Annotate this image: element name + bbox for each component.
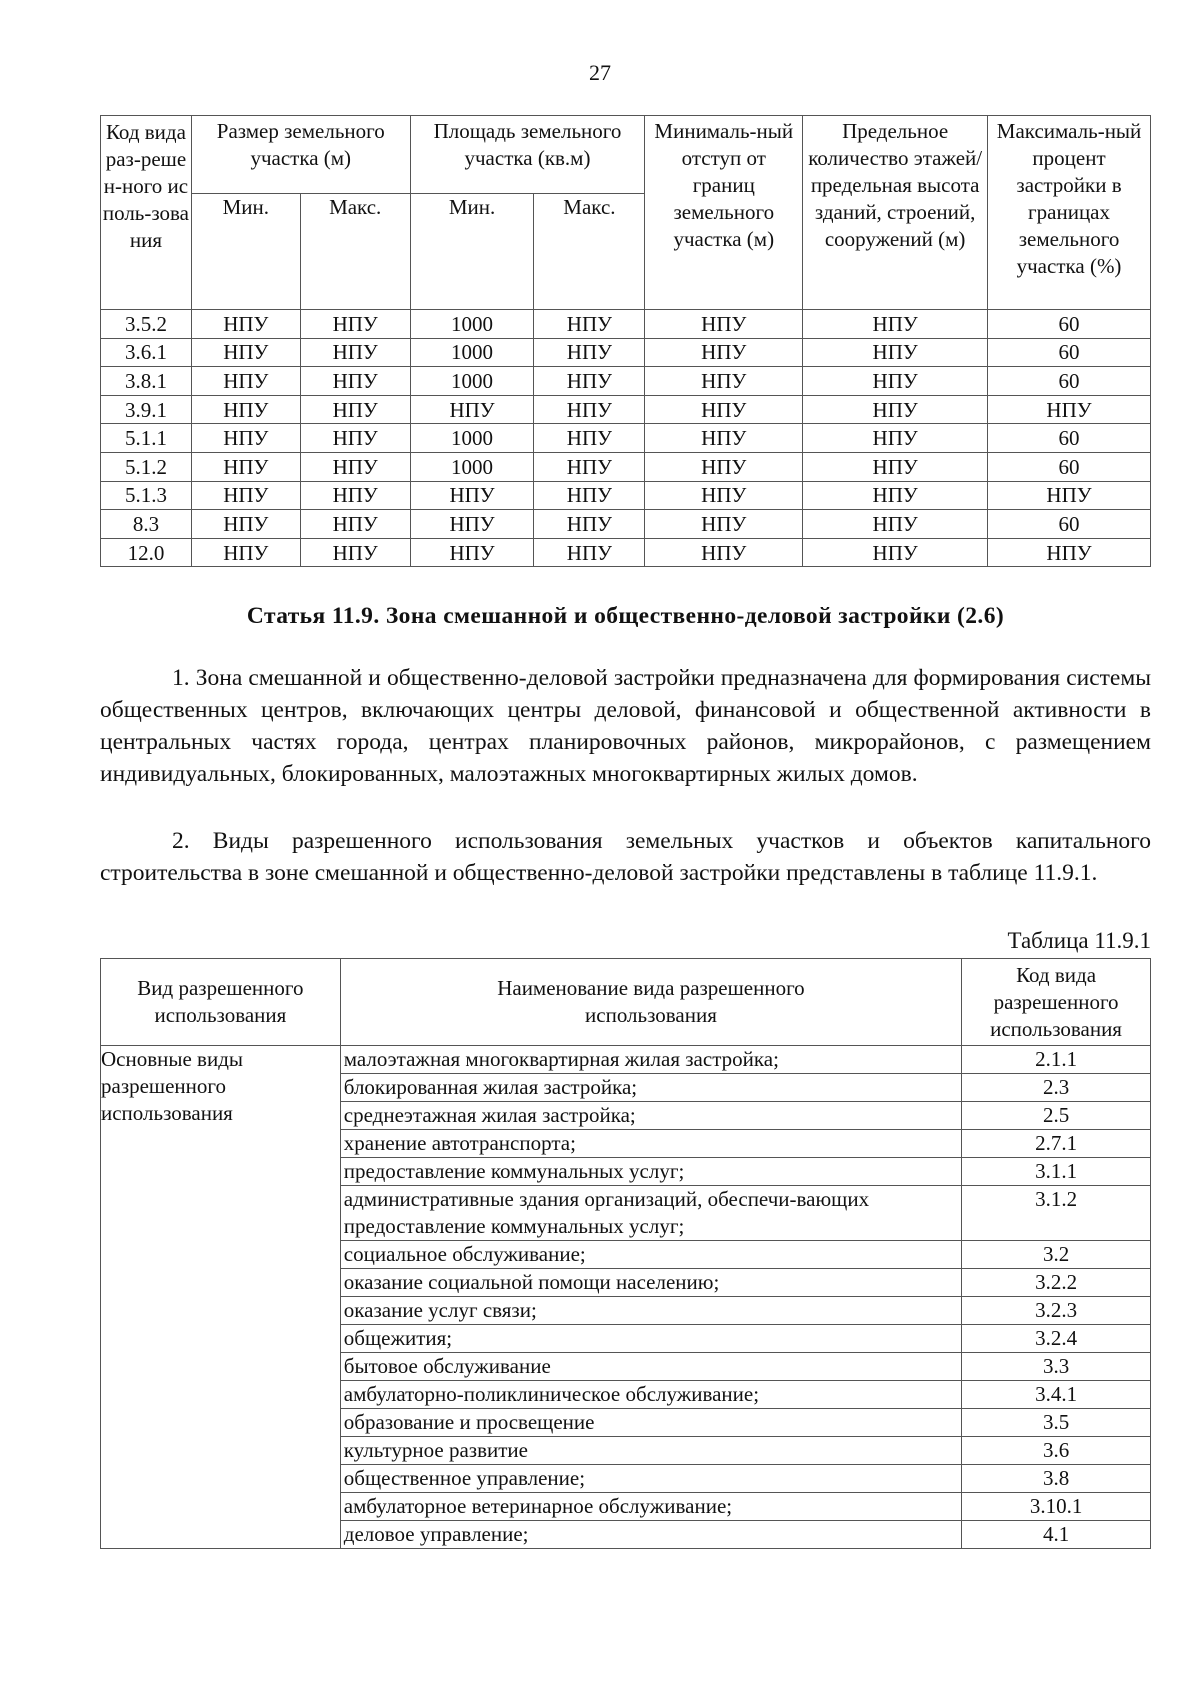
cell-area-min: 1000 xyxy=(410,367,534,396)
cell-code: 3.8.1 xyxy=(101,367,192,396)
cell-offset: НПУ xyxy=(645,510,803,539)
cell-percent: 60 xyxy=(988,424,1151,453)
table-row xyxy=(101,310,1151,339)
cell-area-min: НПУ xyxy=(410,395,534,424)
use-name: блокированная жилая застройка; xyxy=(340,1074,961,1102)
cell-area-min: НПУ xyxy=(410,510,534,539)
table-row xyxy=(101,395,1151,424)
use-code: 2.1.1 xyxy=(962,1046,1151,1074)
use-name: административные здания организаций, обеспечи-вающих предоставление коммунальных услуг; xyxy=(340,1186,961,1241)
cell-floors: НПУ xyxy=(803,338,988,367)
cell-offset: НПУ xyxy=(645,338,803,367)
use-name: общежития; xyxy=(340,1325,961,1353)
cell-code: 5.1.1 xyxy=(101,424,192,453)
header-size: Размер земельного участка (м) xyxy=(191,116,410,194)
cell-percent: 60 xyxy=(988,367,1151,396)
cell-size-min: НПУ xyxy=(191,367,300,396)
use-code: 2.7.1 xyxy=(962,1130,1151,1158)
header-use-name: Наименование вида разрешенного использования xyxy=(340,959,961,1046)
cell-offset: НПУ xyxy=(645,367,803,396)
use-name: среднеэтажная жилая застройка; xyxy=(340,1102,961,1130)
table-row xyxy=(101,452,1151,481)
cell-area-max: НПУ xyxy=(534,481,645,510)
table-row xyxy=(101,481,1151,510)
header-use-type: Вид разрешенного использования xyxy=(101,959,341,1046)
cell-size-max: НПУ xyxy=(300,310,410,339)
header-code: Код вида раз-решен-ного исполь-зования xyxy=(101,116,192,310)
use-code: 4.1 xyxy=(962,1521,1151,1549)
use-code: 2.3 xyxy=(962,1074,1151,1102)
cell-floors: НПУ xyxy=(803,395,988,424)
cell-floors: НПУ xyxy=(803,424,988,453)
cell-offset: НПУ xyxy=(645,395,803,424)
cell-size-min: НПУ xyxy=(191,424,300,453)
cell-percent: НПУ xyxy=(988,538,1151,567)
use-name: деловое управление; xyxy=(340,1521,961,1549)
use-code: 3.6 xyxy=(962,1437,1151,1465)
header-area-min: Мин. xyxy=(410,194,534,310)
use-code: 3.4.1 xyxy=(962,1381,1151,1409)
cell-floors: НПУ xyxy=(803,367,988,396)
cell-size-max: НПУ xyxy=(300,424,410,453)
cell-percent: 60 xyxy=(988,310,1151,339)
header-size-max: Макс. xyxy=(300,194,410,310)
cell-area-max: НПУ xyxy=(534,310,645,339)
use-name: амбулаторно-поликлиническое обслуживание; xyxy=(340,1381,961,1409)
cell-floors: НПУ xyxy=(803,452,988,481)
cell-size-min: НПУ xyxy=(191,338,300,367)
cell-offset: НПУ xyxy=(645,538,803,567)
cell-size-min: НПУ xyxy=(191,395,300,424)
cell-percent: НПУ xyxy=(988,395,1151,424)
table-row xyxy=(101,424,1151,453)
cell-code: 3.9.1 xyxy=(101,395,192,424)
header-offset: Минималь-ный отступ от границ земельного участка (м) xyxy=(645,116,803,310)
cell-percent: 60 xyxy=(988,338,1151,367)
header-floors: Предельное количество этажей/ предельная высота зданий, строений, сооружений (м) xyxy=(803,116,988,310)
cell-size-max: НПУ xyxy=(300,395,410,424)
use-code: 3.8 xyxy=(962,1465,1151,1493)
cell-size-min: НПУ xyxy=(191,310,300,339)
cell-area-min: 1000 xyxy=(410,338,534,367)
cell-code: 12.0 xyxy=(101,538,192,567)
cell-code: 8.3 xyxy=(101,510,192,539)
cell-size-min: НПУ xyxy=(191,452,300,481)
use-code: 2.5 xyxy=(962,1102,1151,1130)
cell-size-max: НПУ xyxy=(300,338,410,367)
cell-area-max: НПУ xyxy=(534,395,645,424)
use-name: бытовое обслуживание xyxy=(340,1353,961,1381)
use-name: социальное обслуживание; xyxy=(340,1241,961,1269)
cell-size-max: НПУ xyxy=(300,538,410,567)
cell-offset: НПУ xyxy=(645,310,803,339)
use-code: 3.5 xyxy=(962,1409,1151,1437)
cell-size-max: НПУ xyxy=(300,452,410,481)
use-code: 3.2.3 xyxy=(962,1297,1151,1325)
use-name: образование и просвещение xyxy=(340,1409,961,1437)
use-code: 3.2.2 xyxy=(962,1269,1151,1297)
cell-code: 5.1.3 xyxy=(101,481,192,510)
cell-percent: НПУ xyxy=(988,481,1151,510)
cell-area-min: НПУ xyxy=(410,481,534,510)
cell-area-max: НПУ xyxy=(534,424,645,453)
cell-size-min: НПУ xyxy=(191,510,300,539)
use-code: 3.1.2 xyxy=(962,1186,1151,1241)
use-code: 3.3 xyxy=(962,1353,1151,1381)
header-percent: Максималь-ный процент застройки в границах земельного участка (%) xyxy=(988,116,1151,310)
cell-size-min: НПУ xyxy=(191,481,300,510)
permitted-use-table xyxy=(100,958,1151,1549)
use-code: 3.1.1 xyxy=(962,1158,1151,1186)
cell-size-min: НПУ xyxy=(191,538,300,567)
use-name: малоэтажная многоквартирная жилая застройка; xyxy=(340,1046,961,1074)
cell-offset: НПУ xyxy=(645,424,803,453)
cell-area-min: НПУ xyxy=(410,538,534,567)
article-title: Статья 11.9. Зона смешанной и общественно-деловой застройки (2.6) xyxy=(246,603,1005,629)
zoning-parameters-table xyxy=(100,115,1151,567)
cell-floors: НПУ xyxy=(803,510,988,539)
cell-area-min: 1000 xyxy=(410,424,534,453)
paragraph-1: 1. Зона смешанной и общественно-деловой застройки предназначена для формирования системы общественных центров, включающих центры деловой, финансовой и общественной активности в центральных частях города, центрах планировочных районов, микрорайонов, с размещением индивидуальных, блокированных, малоэтажных многоквартирных жилых домов. xyxy=(100,665,1151,787)
table-row xyxy=(101,538,1151,567)
cell-code: 5.1.2 xyxy=(101,452,192,481)
cell-area-max: НПУ xyxy=(534,338,645,367)
cell-code: 3.5.2 xyxy=(101,310,192,339)
use-name: предоставление коммунальных услуг; xyxy=(340,1158,961,1186)
page-number: 27 xyxy=(589,60,611,85)
table-caption: Таблица 11.9.1 xyxy=(1007,928,1151,953)
use-code: 3.2 xyxy=(962,1241,1151,1269)
use-name: амбулаторное ветеринарное обслуживание; xyxy=(340,1493,961,1521)
use-group-label: Основные виды разрешенного использования xyxy=(101,1046,341,1549)
header-area: Площадь земельного участка (кв.м) xyxy=(410,116,645,194)
cell-floors: НПУ xyxy=(803,538,988,567)
cell-percent: 60 xyxy=(988,452,1151,481)
use-name: культурное развитие xyxy=(340,1437,961,1465)
use-name: оказание услуг связи; xyxy=(340,1297,961,1325)
cell-floors: НПУ xyxy=(803,481,988,510)
header-area-max: Макс. xyxy=(534,194,645,310)
use-name: оказание социальной помощи населению; xyxy=(340,1269,961,1297)
cell-percent: 60 xyxy=(988,510,1151,539)
table-row xyxy=(101,367,1151,396)
header-size-min: Мин. xyxy=(191,194,300,310)
cell-size-max: НПУ xyxy=(300,510,410,539)
cell-size-max: НПУ xyxy=(300,367,410,396)
use-code: 3.2.4 xyxy=(962,1325,1151,1353)
use-name: хранение автотранспорта; xyxy=(340,1130,961,1158)
cell-code: 3.6.1 xyxy=(101,338,192,367)
cell-area-max: НПУ xyxy=(534,538,645,567)
cell-area-min: 1000 xyxy=(410,310,534,339)
table-row xyxy=(101,338,1151,367)
cell-area-max: НПУ xyxy=(534,510,645,539)
cell-size-max: НПУ xyxy=(300,481,410,510)
table-row xyxy=(101,510,1151,539)
table-row xyxy=(101,1046,1151,1074)
cell-offset: НПУ xyxy=(645,481,803,510)
paragraph-2: 2. Виды разрешенного использования земельных участков и объектов капитального строительства в зоне смешанной и общественно-деловой застройки представлены в таблице 11.9.1. xyxy=(100,828,1151,886)
header-use-code: Код вида разрешенного использования xyxy=(962,959,1151,1046)
use-code: 3.10.1 xyxy=(962,1493,1151,1521)
cell-offset: НПУ xyxy=(645,452,803,481)
use-name: общественное управление; xyxy=(340,1465,961,1493)
cell-area-min: 1000 xyxy=(410,452,534,481)
cell-area-max: НПУ xyxy=(534,452,645,481)
cell-area-max: НПУ xyxy=(534,367,645,396)
cell-floors: НПУ xyxy=(803,310,988,339)
